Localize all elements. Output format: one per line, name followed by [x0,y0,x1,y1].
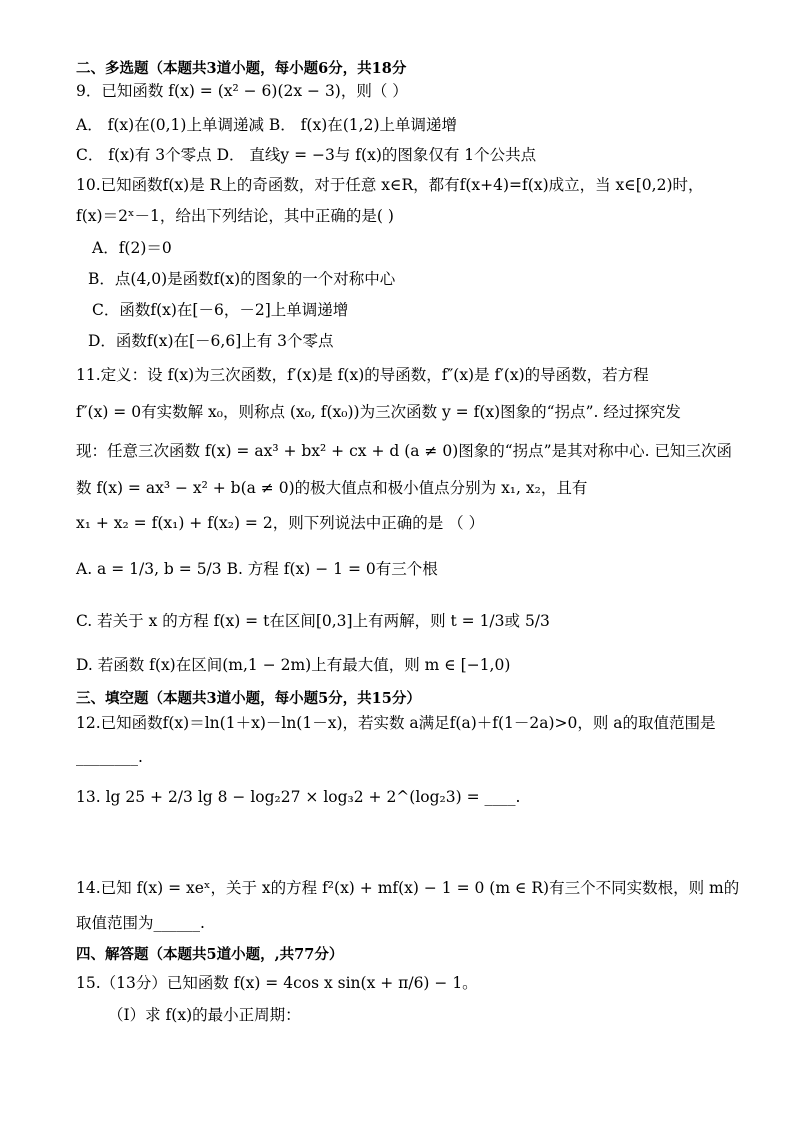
q15-stem: 15.（13分）已知函数 f(x) = 4cos x sin(x + π/6) − 1。 [76,974,478,992]
q11-line1: 11.定义：设 f(x)为三次函数，f′(x)是 f(x)的导函数，f″(x)是 f′(x)的导函数，若方程 [76,366,649,384]
section-4-heading: 四、解答题（本题共5道小题，,共77分） [76,946,344,963]
q15-part1: （Ⅰ）求 f(x)的最小正周期： [108,1006,301,1024]
q10-stem-line1: 10.已知函数f(x)是 R上的奇函数，对于任意 x∈R，都有f(x+4)=f(x)成立，当 x∈[0,2)时， [76,176,704,194]
section-3-heading: 三、填空题（本题共3道小题，每小题5分，共15分） [76,690,421,707]
q12-line1: 12.已知函数f(x)＝ln(1＋x)－ln(1－x)，若实数 a满足f(a)＋f(1－2a)>0，则 a的取值范围是 [76,714,716,732]
q14-line2: 取值范围为______. [76,914,205,932]
q10-option-c: C．函数f(x)在[－6，－2]上单调递增 [92,301,349,319]
q11-line3: 现：任意三次函数 f(x) = ax³ + bx² + cx + d (a ≠ 0)图象的“拐点”是其对称中心. 已知三次函 [76,442,732,460]
q11-options-ab: A. a = 1/3, b = 5/3 B. 方程 f(x) − 1 = 0有三个根 [76,560,438,578]
q11-option-d: D. 若函数 f(x)在区间(m,1 − 2m)上有最大值，则 m ∈ [−1,0) [76,656,511,674]
q10-stem-line2: f(x)＝2ˣ－1，给出下列结论，其中正确的是( ) [76,207,394,225]
q13: 13. lg 25 + 2/3 lg 8 − log₂27 × log₃2 + 2^(log₂3) = ____. [76,788,521,806]
q10-option-a: A．f(2)＝0 [92,239,172,257]
q12-line2: ________. [76,748,143,766]
section-2-heading: 二、多选题（本题共3道小题，每小题6分，共18分 [76,60,407,77]
q11-option-c: C. 若关于 x 的方程 f(x) = t在区间[0,3]上有两解，则 t = 1/3或 5/3 [76,612,550,630]
q9-options-cd: C． f(x)有 3个零点 D． 直线y = −3与 f(x)的图象仅有 1个公共点 [76,146,537,164]
q14-line1: 14.已知 f(x) = xeˣ，关于 x的方程 f²(x) + mf(x) − 1 = 0 (m ∈ R)有三个不同实数根，则 m的 [76,879,740,897]
q9-options-ab: A． f(x)在(0,1)上单调递减 B． f(x)在(1,2)上单调递增 [76,116,457,134]
q9-stem: 9．已知函数 f(x) = (x² − 6)(2x − 3)，则（ ） [76,82,408,100]
q11-line5: x₁ + x₂ = f(x₁) + f(x₂) = 2，则下列说法中正确的是 （ ） [76,514,485,532]
q10-option-b: B．点(4,0)是函数f(x)的图象的一个对称中心 [88,270,396,288]
q11-line2: f″(x) = 0有实数解 x₀，则称点 (x₀, f(x₀))为三次函数 y = f(x)图象的“拐点”. 经过探究发 [76,403,681,421]
q10-option-d: D．函数f(x)在[－6,6]上有 3个零点 [88,332,334,350]
q11-line4: 数 f(x) = ax³ − x² + b(a ≠ 0)的极大值点和极小值点分别为 x₁, x₂，且有 [76,479,588,497]
